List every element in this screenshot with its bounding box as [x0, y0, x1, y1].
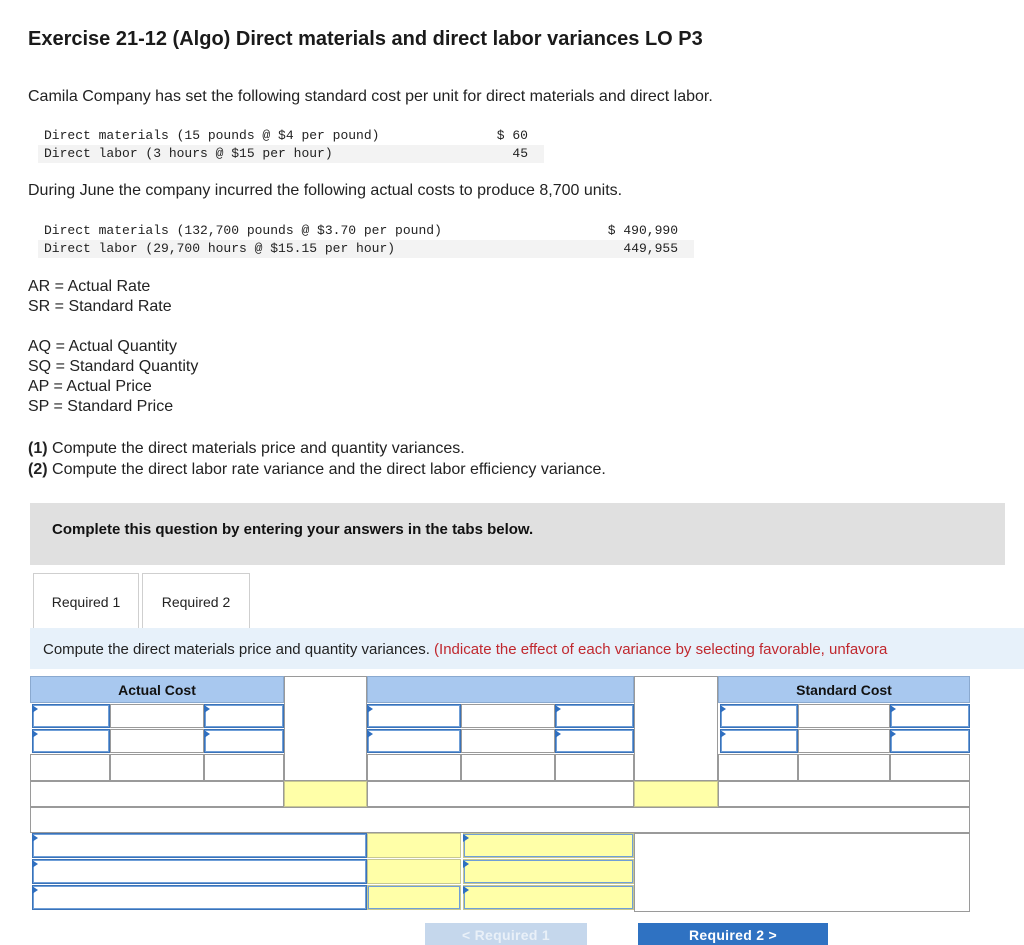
rate-abbreviations: [28, 277, 172, 317]
dropdown-arrow-icon: [367, 730, 373, 738]
instruction-note: (Indicate the effect of each variance by selecting favorable, unfavora: [434, 641, 888, 658]
gap-cell: [284, 676, 367, 781]
row-value: 45: [512, 146, 528, 161]
std-price-select-2[interactable]: [890, 729, 970, 753]
tab-required-2[interactable]: Required 2: [142, 573, 250, 629]
dropdown-arrow-icon: [204, 705, 210, 713]
result-cell[interactable]: [204, 754, 284, 781]
result-cell[interactable]: [890, 754, 970, 781]
table-row: [38, 127, 544, 145]
row-value: $ 490,990: [607, 223, 678, 238]
mid-qty-input-2[interactable]: [461, 729, 555, 753]
requirements-list: [28, 438, 606, 480]
next-required-button[interactable]: Required 2 >: [638, 923, 828, 945]
banner-text: Complete this question by entering your answers in the tabs below.: [52, 521, 534, 538]
actual-qty-input[interactable]: [110, 704, 204, 728]
spacer-cell: [367, 781, 634, 807]
dropdown-arrow-icon: [32, 886, 38, 894]
mid-qty-select[interactable]: [367, 704, 461, 728]
row-label: Direct labor (3 hours @ $15 per hour): [44, 146, 333, 161]
variance-effect-select[interactable]: [463, 859, 634, 884]
spacer-cell: [30, 781, 284, 807]
spacer-row: [30, 807, 970, 833]
abbreviation: SP = Standard Price: [28, 398, 174, 415]
instruction-main: Compute the direct materials price and quantity variances.: [43, 641, 435, 658]
variance-amount-input[interactable]: [284, 781, 367, 807]
dropdown-arrow-icon: [32, 860, 38, 868]
instruction-text: [43, 641, 887, 658]
standard-cost-header: Standard Cost: [718, 676, 970, 703]
result-cell[interactable]: [555, 754, 634, 781]
dropdown-arrow-icon: [890, 705, 896, 713]
variance-label-select[interactable]: [32, 885, 367, 910]
row-label: Direct labor (29,700 hours @ $15.15 per hour): [44, 241, 396, 256]
middle-header: [367, 676, 634, 703]
dropdown-arrow-icon: [555, 705, 561, 713]
result-cell[interactable]: [461, 754, 555, 781]
mid-qty-select-2[interactable]: [367, 729, 461, 753]
table-row: [38, 145, 544, 163]
row-value: 449,955: [623, 241, 678, 256]
std-qty-input[interactable]: [798, 704, 890, 728]
dropdown-arrow-icon: [367, 705, 373, 713]
abbreviation: AQ = Actual Quantity: [28, 338, 177, 355]
variance-amount-input[interactable]: [634, 781, 718, 807]
dropdown-arrow-icon: [720, 730, 726, 738]
dropdown-arrow-icon: [720, 705, 726, 713]
tab-required-1[interactable]: Required 1: [33, 573, 139, 629]
variance-grid: [30, 676, 970, 912]
requirement-item: [28, 438, 606, 459]
mid-price-select-2[interactable]: [555, 729, 634, 753]
actual-qty-select-2[interactable]: [32, 729, 110, 753]
variance-amount-input[interactable]: [367, 859, 461, 884]
abbreviation: SR = Standard Rate: [28, 298, 172, 315]
requirement-text: Compute the direct labor rate variance and the direct labor efficiency variance.: [47, 461, 606, 478]
result-cell[interactable]: [30, 754, 110, 781]
dropdown-arrow-icon: [463, 834, 469, 842]
dropdown-arrow-icon: [555, 730, 561, 738]
spacer-cell: [718, 781, 970, 807]
requirement-text: Compute the direct materials price and quantity variances.: [47, 440, 465, 457]
std-qty-select-2[interactable]: [720, 729, 798, 753]
requirement-number: (1): [28, 440, 48, 457]
requirement-number: (2): [28, 461, 48, 478]
row-label: Direct materials (15 pounds @ $4 per pound): [44, 128, 380, 143]
result-cell[interactable]: [798, 754, 890, 781]
gap-cell: [634, 676, 718, 781]
variance-amount-input[interactable]: [367, 885, 461, 910]
table-row: [38, 240, 694, 258]
variance-effect-select[interactable]: [463, 833, 634, 858]
dropdown-arrow-icon: [463, 886, 469, 894]
actual-cost-header: Actual Cost: [30, 676, 284, 703]
row-label: Direct materials (132,700 pounds @ $3.70 per pound): [44, 223, 442, 238]
table-row: [38, 222, 694, 240]
dropdown-arrow-icon: [32, 834, 38, 842]
abbreviation: AP = Actual Price: [28, 378, 152, 395]
actual-price-select[interactable]: [204, 704, 284, 728]
result-cell[interactable]: [367, 754, 461, 781]
spacer-cell: [634, 833, 970, 912]
actual-intro-text: During June the company incurred the following actual costs to produce 8,700 units.: [28, 182, 623, 199]
result-cell[interactable]: [718, 754, 798, 781]
std-qty-input-2[interactable]: [798, 729, 890, 753]
std-qty-select[interactable]: [720, 704, 798, 728]
variance-amount-input[interactable]: [367, 833, 461, 858]
actual-cost-table: [38, 222, 694, 258]
dropdown-arrow-icon: [32, 705, 38, 713]
dropdown-arrow-icon: [463, 860, 469, 868]
standard-cost-table: [38, 127, 544, 163]
row-value: $ 60: [496, 128, 528, 143]
std-price-select[interactable]: [890, 704, 970, 728]
dropdown-arrow-icon: [204, 730, 210, 738]
actual-qty-input-2[interactable]: [110, 729, 204, 753]
actual-qty-select[interactable]: [32, 704, 110, 728]
mid-qty-input[interactable]: [461, 704, 555, 728]
variance-label-select[interactable]: [32, 859, 367, 884]
dropdown-arrow-icon: [32, 730, 38, 738]
variance-label-select[interactable]: [32, 833, 367, 858]
requirement-item: [28, 459, 606, 480]
quantity-abbreviations: [28, 337, 198, 417]
abbreviation: SQ = Standard Quantity: [28, 358, 199, 375]
dropdown-arrow-icon: [890, 730, 896, 738]
page-title: Exercise 21-12 (Algo) Direct materials and direct labor variances LO P3: [28, 28, 703, 50]
variance-effect-select[interactable]: [463, 885, 634, 910]
result-cell[interactable]: [110, 754, 204, 781]
tab-instruction-bar: [30, 628, 1024, 669]
instruction-banner: [30, 503, 1005, 565]
actual-price-select-2[interactable]: [204, 729, 284, 753]
prev-required-button[interactable]: < Required 1: [425, 923, 587, 945]
mid-price-select[interactable]: [555, 704, 634, 728]
intro-text: Camila Company has set the following standard cost per unit for direct materials and direct labor.: [28, 88, 713, 105]
abbreviation: AR = Actual Rate: [28, 278, 151, 295]
